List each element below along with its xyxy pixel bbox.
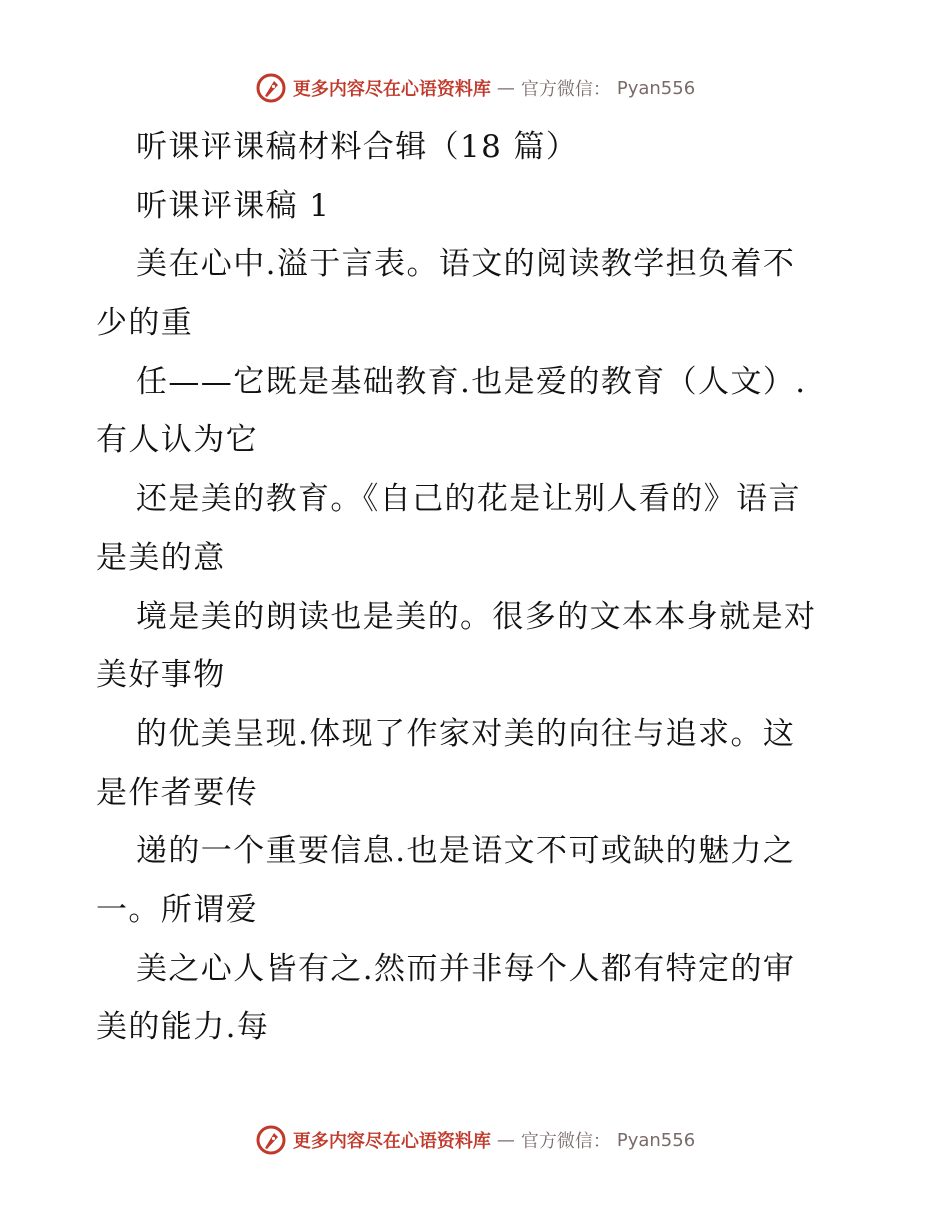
banner-wechat-id: Pyan556 <box>616 77 696 99</box>
header-banner <box>0 72 950 104</box>
paragraph-line: 美的能力.每 <box>96 1009 270 1046</box>
banner-site-name: 更多内容尽在心语资料库 <box>292 79 491 100</box>
paragraph-line: 是美的意 <box>96 539 226 576</box>
paragraph-line: 美之心人皆有之.然而并非每个人都有特定的审 <box>136 950 796 987</box>
paragraph-line: 境是美的朗读也是美的。很多的文本本身就是对 <box>136 598 817 635</box>
paragraph-line: 任——它既是基础教育.也是爱的教育（人文）. <box>136 363 807 400</box>
document-title: 听课评课稿材料合辑（18 篇） <box>136 129 579 165</box>
pen-nib-logo-icon <box>255 1124 287 1156</box>
banner-wechat-label: 官方微信： <box>520 1131 611 1152</box>
document-body <box>96 118 866 1057</box>
paragraph-line: 还是美的教育。《自己的花是让别人看的》语言 <box>136 481 801 518</box>
paragraph-line: 的优美呈现.体现了作家对美的向往与追求。这 <box>136 715 796 752</box>
paragraph-line: 一。所谓爱 <box>96 891 258 928</box>
paragraph-line: 是作者要传 <box>96 774 258 811</box>
paragraph-line: 美在心中.溢于言表。语文的阅读教学担负着不 <box>136 246 796 283</box>
paragraph-line: 有人认为它 <box>96 422 258 459</box>
banner-wechat-id: Pyan556 <box>616 1129 696 1151</box>
banner-dash: — <box>496 1129 515 1151</box>
paragraph-line: 少的重 <box>96 305 194 342</box>
footer-banner <box>0 1124 950 1156</box>
banner-site-name: 更多内容尽在心语资料库 <box>292 1131 491 1152</box>
pen-nib-logo-icon <box>255 72 287 104</box>
banner-wechat-label: 官方微信： <box>520 79 611 100</box>
document-subtitle: 听课评课稿 1 <box>136 187 331 224</box>
paragraph-line: 递的一个重要信息.也是语文不可或缺的魅力之 <box>136 833 796 870</box>
banner-dash: — <box>496 77 515 99</box>
paragraph-line: 美好事物 <box>96 657 226 694</box>
